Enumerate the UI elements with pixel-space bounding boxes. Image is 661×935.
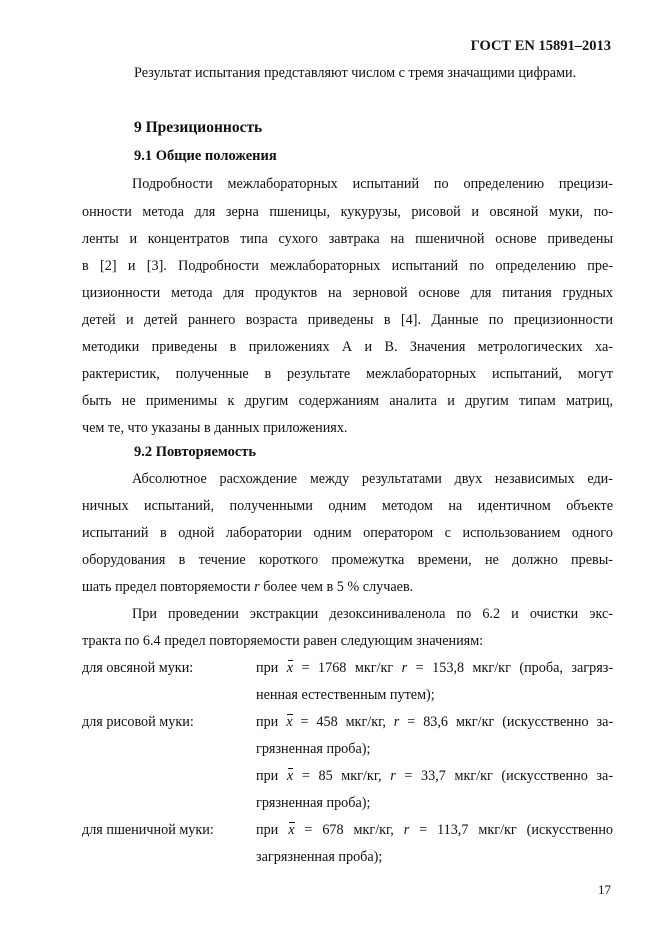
text-run: = (404, 768, 413, 784)
repeatability-symbol: r (390, 768, 396, 784)
paragraph-line: ничных испытаний, полученными одним методом на идентичном объекте (82, 498, 613, 514)
repeatability-symbol: r (403, 822, 410, 838)
paragraph-line: цизионности метода для продуктов на зерновой основе для питания грудных (82, 285, 613, 301)
section-9-title: 9 Презиционность (134, 119, 263, 136)
unit: мкг/кг, (345, 714, 386, 730)
text-run: мкг/кг (проба, загряз- (472, 660, 614, 676)
value-line-continuation: грязненная проба); (256, 741, 371, 757)
paragraph-line: детей и детей раннего возраста приведены в [4]. Данные по прецизионности (82, 312, 613, 328)
text-run: мкг/кг (искусственно (478, 822, 614, 838)
section-9-1-title: 9.1 Общие положения (134, 148, 277, 164)
value-line-continuation: грязненная проба); (256, 795, 371, 811)
paragraph-line: ленты и концентратов типа сухого завтрака на пшеничной основе приведены (82, 231, 613, 247)
repeatability-symbol: r (401, 660, 408, 676)
repeatability-value: 153,8 (432, 660, 465, 676)
result-statement: Результат испытания представляют числом с тремя значащими цифрами. (134, 65, 577, 81)
page-number: 17 (598, 882, 611, 897)
text-run: = (407, 714, 416, 730)
mean-value: 85 (318, 768, 333, 784)
mean-symbol: x (286, 768, 294, 784)
repeatability-value: 83,6 (423, 714, 449, 730)
text-run: = (300, 714, 309, 730)
document-id-header: ГОСТ EN 15891–2013 (470, 38, 611, 54)
unit: мкг/кг, (341, 768, 382, 784)
paragraph-line: оборудования в течение короткого промежутка времени, не должно превы- (82, 552, 613, 568)
mean-symbol: x (286, 714, 293, 730)
text-run: при (256, 822, 279, 838)
value-line (256, 713, 613, 731)
mean-symbol: x (286, 660, 294, 676)
paragraph-line: Подробности межлабораторных испытаний по определению прецизи- (132, 176, 613, 192)
paragraph-line: методики приведены в приложениях А и В. Значения метрологических ха- (82, 339, 613, 355)
repeatability-symbol: r (254, 579, 260, 595)
value-line (256, 659, 613, 677)
text-run: = (301, 768, 310, 784)
paragraph-line: рактеристик, полученные в результате межлабораторных испытаний, могут (82, 366, 613, 382)
paragraph-line: в [2] и [3]. Подробности межлабораторных испытаний по определению пре- (82, 258, 613, 274)
mean-value: 1768 (318, 660, 347, 676)
text-run: = (419, 822, 428, 838)
paragraph-line: При проведении экстракции дезоксиниваленола по 6.2 и очистки экс- (132, 606, 613, 622)
value-label: для рисовой муки: (82, 714, 194, 730)
text-run: = (415, 660, 424, 676)
value-line (256, 767, 613, 785)
repeatability-value: 33,7 (421, 768, 446, 784)
paragraph-line: Абсолютное расхождение между результатами двух независимых еди- (132, 471, 613, 487)
repeatability-value: 113,7 (437, 822, 469, 838)
text-run: мкг/кг (искусственно за- (454, 768, 614, 784)
text-run: = (304, 822, 313, 838)
unit: мкг/кг, (353, 822, 394, 838)
text-run: при (256, 660, 279, 676)
value-line-continuation: ненная естественным путем); (256, 687, 435, 703)
paragraph-line: испытаний в одной лаборатории одним оператором с использованием одного (82, 525, 613, 541)
mean-value: 678 (322, 822, 344, 838)
mean-value: 458 (316, 714, 338, 730)
text-run: более чем в 5 % случаев. (259, 579, 414, 595)
text-run: при (256, 768, 279, 784)
unit: мкг/кг (354, 660, 394, 676)
value-label: для овсяной муки: (82, 660, 194, 676)
value-line-continuation: загрязненная проба); (256, 849, 383, 865)
text-run: мкг/кг (искусственно за- (455, 714, 614, 730)
text-run: = (301, 660, 310, 676)
paragraph-line: тракта по 6.4 предел повторяемости равен следующим значениям: (82, 633, 484, 649)
paragraph-line: онности метода для зерна пшеницы, кукурузы, рисовой и овсяной муки, по- (82, 204, 613, 220)
paragraph-line: чем те, что указаны в данных приложениях. (82, 420, 348, 436)
text-run: при (256, 714, 279, 730)
text-run: шать предел повторяемости (82, 579, 255, 595)
paragraph-line (82, 578, 413, 596)
mean-symbol: x (288, 822, 295, 838)
section-9-2-title: 9.2 Повторяемость (134, 444, 257, 460)
repeatability-symbol: r (393, 714, 400, 730)
value-line (256, 821, 613, 839)
paragraph-line: быть не применимы к другим содержаниям аналита и другим типам матриц, (82, 393, 613, 409)
value-label: для пшеничной муки: (82, 822, 214, 838)
